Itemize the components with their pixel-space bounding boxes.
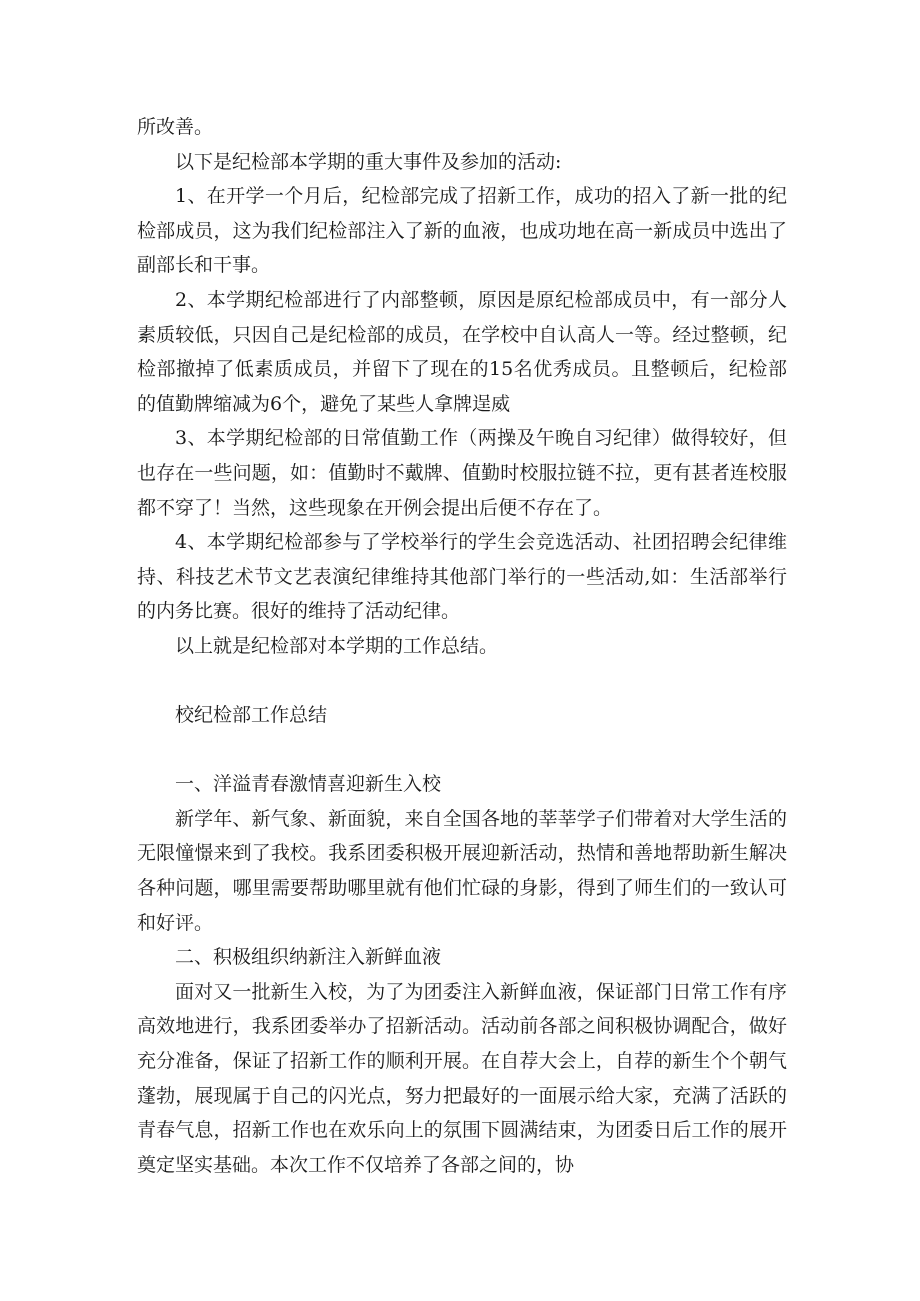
blank-line [137, 733, 787, 768]
paragraph-intro: 以下是纪检部本学期的重大事件及参加的活动: [175, 150, 562, 173]
paragraph-conclusion: 以上就是纪检部对本学期的工作总结。 [175, 634, 499, 657]
blank-line [137, 664, 787, 699]
subheading-1: 一、洋溢青春激情喜迎新生入校 [175, 773, 442, 796]
document-body [137, 110, 787, 1182]
paragraph-item-3: 3、本学期纪检部的日常值勤工作（两操及午晚自习纪律）做得较好，但也存在一些问题，如：值勤时不戴牌、值勤时校服拉链不拉，更有甚者连校服都不穿了！当然，这些现象在开例会提出后便不存在了。 [137, 427, 787, 519]
paragraph-item-1: 1、在开学一个月后，纪检部完成了招新工作，成功的招入了新一批的纪检部成员，这为我们纪检部注入了新的血液，也成功地在高一新成员中选出了副部长和干事。 [137, 185, 787, 277]
paragraph-section-1: 新学年、新气象、新面貌，来自全国各地的莘莘学子们带着对大学生活的无限憧憬来到了我校。我系团委积极开展迎新活动，热情和善地帮助新生解决各种问题，哪里需要帮助哪里就有他们忙碌的身影，得到了师生们的一致认可和好评。 [137, 807, 787, 934]
paragraph-item-2: 2、本学期纪检部进行了内部整顿，原因是原纪检部成员中，有一部分人素质较低，只因自己是纪检部的成员，在学校中自认高人一等。经过整顿，纪检部撤掉了低素质成员，并留下了现在的15名优秀成员。且整顿后，纪检部的值勤牌缩减为6个，避免了某些人拿牌逞威 [137, 288, 787, 415]
paragraph-section-2: 面对又一批新生入校，为了为团委注入新鲜血液，保证部门日常工作有序高效地进行，我系团委举办了招新活动。活动前各部之间积极协调配合，做好充分准备，保证了招新工作的顺利开展。在自荐大会上，自荐的新生个个朝气蓬勃，展现属于自己的闪光点，努力把最好的一面展示给大家，充满了活跃的青春气息，招新工作也在欢乐向上的氛围下圆满结束，为团委日后工作的展开奠定坚实基础。本次工作不仅培养了各部之间的，协 [137, 980, 787, 1176]
subheading-2: 二、积极组织纳新注入新鲜血液 [175, 946, 442, 969]
section-title: 校纪检部工作总结 [175, 704, 328, 727]
paragraph-item-4: 4、本学期纪检部参与了学校举行的学生会竞选活动、社团招聘会纪律维持、科技艺术节文艺表演纪律维持其他部门举行的一些活动,如：生活部举行的内务比赛。很好的维持了活动纪律。 [137, 531, 787, 623]
paragraph-continuation: 所改善。 [137, 116, 214, 138]
